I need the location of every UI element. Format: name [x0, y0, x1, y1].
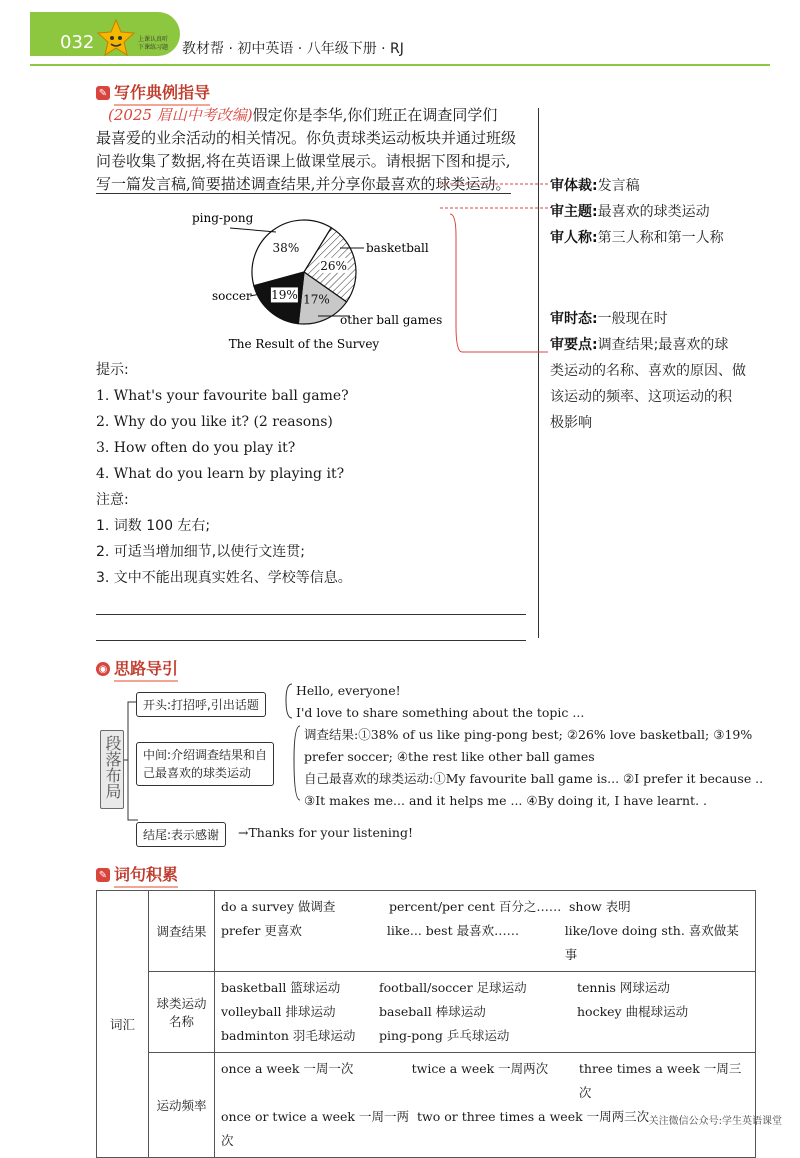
pie-category-label: soccer [212, 289, 252, 303]
prompt-line-4: 写一篇发言稿,简要描述调查结果,并分享你最喜欢的球类运动。 [96, 175, 511, 193]
layout-label [100, 730, 124, 809]
pie-leader-line [230, 228, 276, 232]
notice-title: 注意: [96, 492, 129, 508]
table-row [97, 1053, 756, 1158]
prompt-line-1: 假定你是李华,你们班正在调查同学们 [252, 106, 498, 124]
layout-label-text: 段落布局 [103, 735, 122, 799]
vocab-main-label: 词汇 [97, 891, 149, 1158]
pie-percent-label: 38% [272, 240, 300, 255]
vocab-item: twice a week 一周两次 [411, 1061, 549, 1076]
writing-line [96, 640, 526, 641]
section-title: 写作典例指导 [114, 80, 210, 106]
target-icon: ◉ [96, 662, 110, 676]
header-divider [30, 64, 770, 66]
vocab-item: three times a week 一周三次 [578, 1061, 742, 1100]
vocab-item: once or twice a week 一周一两次 [221, 1109, 409, 1148]
section-title: 词句积累 [114, 862, 178, 888]
vocab-item: two or three times a week 一周两三次 [417, 1109, 650, 1124]
bookmark-icon: ✎ [96, 868, 110, 882]
analysis-topic [550, 199, 790, 225]
topic-label: 审主题: [550, 204, 598, 220]
genre-label: 审体裁: [550, 178, 598, 194]
analysis-panel-2 [550, 306, 790, 436]
table-row [97, 891, 756, 972]
writing-line [96, 614, 526, 615]
page-number: 032 [60, 32, 95, 53]
middle-box [136, 742, 274, 786]
middle-box-line-2: 己最喜欢的球类运动 [143, 766, 252, 780]
section-title: 思路导引 [114, 656, 178, 682]
header-tagline [138, 36, 168, 52]
vocab-item: like... best 最喜欢…… [386, 923, 520, 938]
hints-title: 提示: [96, 362, 129, 378]
vocab-item: once a week 一周一次 [221, 1061, 354, 1076]
chart-title: The Result of the Survey [228, 337, 380, 351]
pie-percent-label: 19% [271, 287, 298, 302]
middle-line-4: ③It makes me... and it helps me ... ④By doing it, I have learnt. . [304, 793, 707, 808]
pie-category-label: other ball games [340, 313, 443, 327]
points-line-1: 调查结果;最喜欢的球 [597, 337, 729, 353]
connector-lines [440, 176, 550, 376]
ending-box: 结尾:表示感谢 [136, 822, 226, 847]
section-thinking-guide-heading [96, 656, 178, 682]
vocab-item: baseball 棒球运动 [379, 1004, 486, 1019]
middle-line-3: 自己最喜欢的球类运动:①My favourite ball game is... ②I prefer it because .. [304, 771, 764, 786]
vocab-item: football/soccer 足球运动 [379, 980, 527, 995]
section-vocab-heading [96, 862, 178, 888]
hint-item: 4. What do you learn by playing it? [96, 466, 345, 482]
notice-item: 2. 可适当增加细节,以使行文连贯; [96, 544, 305, 560]
vocab-item: basketball 篮球运动 [221, 980, 341, 995]
group-label: 球类运动名称 [149, 972, 215, 1053]
vocab-item: volleyball 排球运动 [221, 1004, 336, 1019]
opening-box: 开头:打招呼,引出话题 [136, 692, 266, 717]
group-cell [215, 891, 756, 972]
tagline-1: 上课认真听 [138, 36, 169, 43]
analysis-points [550, 332, 790, 358]
middle-text [304, 724, 774, 812]
tagline-2: 下课练习题 [138, 44, 169, 51]
prompt-line-2: 最喜爱的业余活动的相关情况。你负责球类运动板块并通过班级 [96, 129, 517, 147]
book-title: 教材帮 · 初中英语 · 八年级下册 · RJ [182, 41, 404, 57]
genre-value: 发言稿 [597, 178, 640, 194]
analysis-tense [550, 306, 790, 332]
survey-pie-chart [190, 208, 443, 358]
footer-text: 关注微信公众号:学生英语课堂 [648, 1116, 782, 1127]
vocab-item: like/love doing sth. 喜欢做某事 [564, 923, 739, 962]
points-label: 审要点: [550, 337, 598, 353]
ending-text: →Thanks for your listening! [238, 825, 413, 840]
group-label: 调查结果 [149, 891, 215, 972]
vocab-item: do a survey 做调查 [221, 899, 336, 914]
topic-value: 最喜欢的球类运动 [597, 204, 710, 220]
vocab-item: hockey 曲棍球运动 [577, 1004, 689, 1019]
pie-percent-label: 26% [320, 258, 347, 273]
pie-percent-label: 17% [303, 292, 330, 307]
vocab-item: badminton 羽毛球运动 [221, 1028, 356, 1043]
analysis-genre [550, 173, 790, 199]
analysis-panel [550, 173, 790, 251]
vocab-item: prefer 更喜欢 [221, 923, 302, 938]
group-cell [215, 972, 756, 1053]
points-line-2: 类运动的名称、喜欢的原因、做 [550, 363, 746, 379]
person-value: 第三人称和第一人称 [597, 230, 724, 246]
table-row [97, 972, 756, 1053]
vocab-item: percent/per cent 百分之…… [389, 899, 562, 914]
vocab-item: tennis 网球运动 [577, 980, 670, 995]
section-writing-guide-heading [96, 80, 210, 106]
analysis-person [550, 225, 790, 251]
hint-item: 3. How often do you play it? [96, 440, 296, 456]
group-label: 运动频率 [149, 1053, 215, 1158]
prompt-line-3: 问卷收集了数据,将在英语课上做课堂展示。请根据下图和提示, [96, 152, 511, 170]
star-mascot-icon [96, 18, 136, 58]
vocab-item: ping-pong 乒乓球运动 [379, 1028, 510, 1043]
hints-block [96, 357, 536, 591]
pencil-icon: ✎ [96, 86, 110, 100]
opening-line-2: I'd love to share something about the topic ... [296, 705, 585, 720]
opening-text [296, 680, 584, 724]
tense-label: 审时态: [550, 311, 598, 327]
notice-item: 1. 词数 100 左右; [96, 518, 211, 534]
person-label: 审人称: [550, 230, 598, 246]
pie-category-label: ping-pong [192, 211, 254, 225]
vocab-item: show 表明 [569, 899, 631, 914]
middle-line-1: 调查结果:①38% of us like ping-pong best; ②26% love basketball; ③19% [304, 727, 753, 742]
middle-box-line-1: 中间:介绍调查结果和自 [143, 748, 268, 762]
notice-item: 3. 文中不能出现真实姓名、学校等信息。 [96, 570, 352, 586]
middle-line-2: prefer soccer; ④the rest like other ball games [304, 749, 595, 764]
hint-item: 2. Why do you like it? (2 reasons) [96, 414, 333, 430]
group-cell [215, 1053, 756, 1158]
pie-category-label: basketball [366, 241, 429, 255]
hint-item: 1. What's your favourite ball game? [96, 388, 349, 404]
prompt-source: (2025 眉山中考改编) [108, 106, 253, 124]
opening-line-1: Hello, everyone! [296, 683, 401, 698]
tense-value: 一般现在时 [597, 311, 668, 327]
points-line-4: 极影响 [550, 415, 592, 431]
points-line-3: 该运动的频率、这项运动的积 [550, 389, 732, 405]
